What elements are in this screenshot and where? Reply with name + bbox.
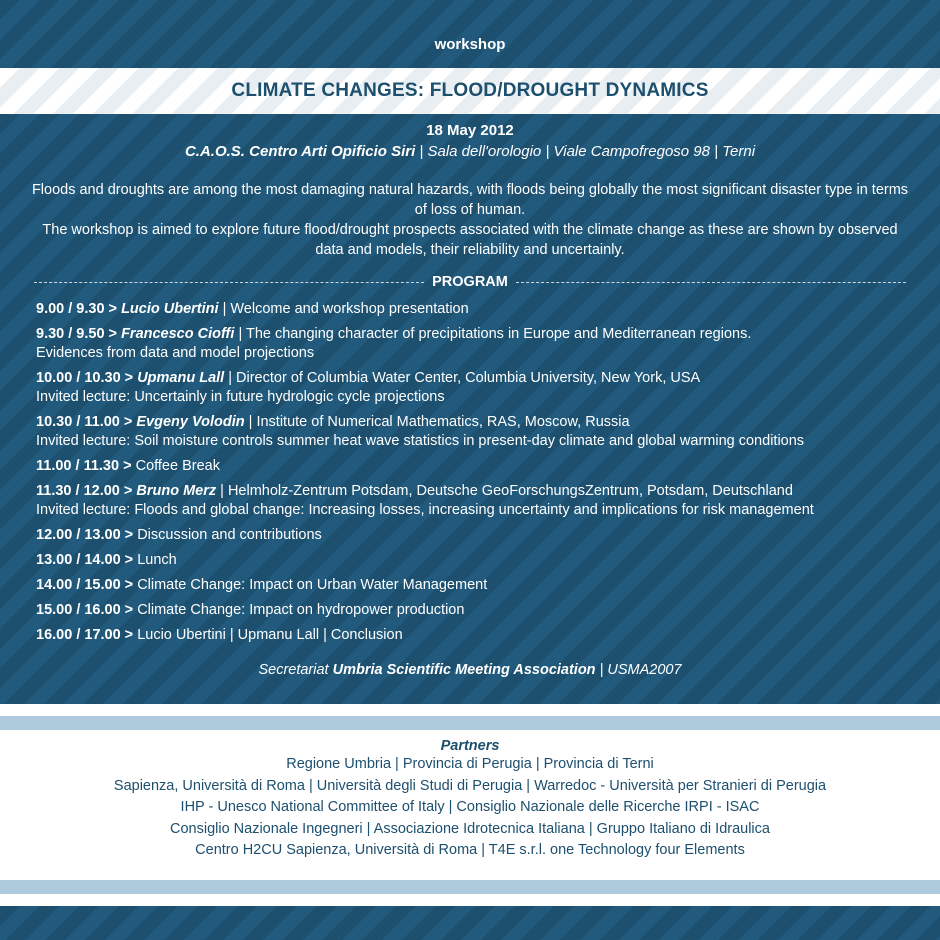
partner-line: Regione Umbria | Provincia di Perugia | Provincia di Terni: [286, 756, 654, 772]
header-stripe: [0, 0, 940, 68]
item-speaker: Francesco Cioffi: [121, 326, 235, 342]
partners-section: [0, 730, 940, 880]
item-text: Climate Change: Impact on hydropower production: [137, 602, 465, 618]
intro-paragraph-2: The workshop is aimed to explore future flood/drought prospects associated with the climate change as these are shown by observed data and models, their reliability and uncertainly.: [42, 222, 898, 258]
partner-line: Consiglio Nazionale Ingegneri | Associazione Idrotecnica Italiana | Gruppo Italiano di Idraulica: [170, 820, 770, 837]
item-text: Coffee Break: [135, 458, 220, 474]
item-time: 14.00 / 15.00 >: [36, 577, 138, 593]
program-item: [36, 576, 920, 595]
program-item: [36, 457, 920, 476]
venue-details: | Sala dell'orologio | Viale Campofregoso 98 | Terni: [415, 143, 756, 160]
item-text: | Institute of Numerical Mathematics, RAS, Moscow, Russia: [244, 414, 630, 430]
spacer: [0, 894, 940, 906]
footer-stripe: [0, 906, 940, 940]
kicker: workshop: [434, 36, 506, 53]
event-date: 18 May 2012: [426, 122, 514, 139]
item-time: 10.30 / 11.00 >: [36, 414, 137, 430]
item-text: Climate Change: Impact on Urban Water Management: [137, 577, 488, 593]
partner-line: Sapienza, Università di Roma | Università degli Studi di Perugia | Warredoc - Università per Stranieri di Perugia: [113, 777, 827, 794]
item-speaker: Lucio Ubertini: [121, 301, 219, 317]
venue-name: C.A.O.S. Centro Arti Opificio Siri: [184, 143, 416, 160]
divider-line-left: [34, 282, 424, 283]
program-item: [36, 413, 920, 451]
program-divider: [34, 274, 906, 290]
item-subtext: Invited lecture: Floods and global change: Increasing losses, increasing uncertainty and implications for risk management: [36, 502, 814, 518]
item-text: Lucio Ubertini | Upmanu Lall | Conclusion: [137, 627, 403, 643]
partner-line: Centro H2CU Sapienza, Università di Roma | T4E s.r.l. one Technology four Elements: [195, 842, 745, 858]
program-item: [36, 369, 920, 407]
item-subtext: Invited lecture: Soil moisture controls summer heat wave statistics in present-day climate and global warming conditions: [36, 433, 805, 449]
intro-text: [30, 180, 910, 260]
program-item: [36, 325, 920, 363]
secretariat-line: [0, 662, 940, 678]
item-time: 13.00 / 14.00 >: [36, 552, 138, 568]
program-item: [36, 482, 920, 520]
main-panel: [0, 114, 940, 704]
item-text: | Helmholz-Zentrum Potsdam, Deutsche GeoForschungsZentrum, Potsdam, Deutschland: [216, 483, 793, 499]
item-text: | Welcome and workshop presentation: [218, 301, 469, 317]
partner-line: IHP - Unesco National Committee of Italy | Consiglio Nazionale delle Ricerche IRPI - ISAC: [180, 799, 760, 815]
secretariat-suffix: | USMA2007: [595, 662, 682, 678]
light-band-bottom: [0, 880, 940, 894]
item-time: 12.00 / 13.00 >: [36, 527, 138, 543]
item-text: Discussion and contributions: [137, 527, 322, 543]
item-speaker: Upmanu Lall: [137, 370, 225, 386]
item-time: 10.00 / 10.30 >: [36, 370, 138, 386]
spacer: [0, 704, 940, 716]
title-bar: [0, 68, 940, 114]
item-text: | The changing character of precipitations in Europe and Mediterranean regions.: [234, 326, 752, 342]
program-list: [36, 300, 920, 651]
program-heading: PROGRAM: [432, 274, 508, 290]
item-time: 15.00 / 16.00 >: [36, 602, 138, 618]
item-text: Lunch: [137, 552, 177, 568]
light-band-top: [0, 716, 940, 730]
program-item: [36, 526, 920, 545]
secretariat-org: Umbria Scientific Meeting Association: [332, 662, 596, 678]
program-item: [36, 601, 920, 620]
program-item: [36, 626, 920, 645]
item-speaker: Evgeny Volodin: [136, 414, 245, 430]
item-text: | Director of Columbia Water Center, Columbia University, New York, USA: [224, 370, 701, 386]
item-subtext: Evidences from data and model projections: [36, 345, 315, 361]
item-time: 11.30 / 12.00 >: [36, 483, 137, 499]
divider-line-right: [516, 282, 906, 283]
program-item: [36, 300, 920, 319]
item-speaker: Bruno Merz: [136, 483, 217, 499]
program-item: [36, 551, 920, 570]
item-time: 16.00 / 17.00 >: [36, 627, 138, 643]
intro-paragraph-1: Floods and droughts are among the most damaging natural hazards, with floods being globally the most significant disaster type in terms of loss of human.: [31, 182, 909, 218]
secretariat-prefix: Secretariat: [258, 662, 333, 678]
item-time: 9.00 / 9.30 >: [36, 301, 122, 317]
item-subtext: Invited lecture: Uncertainly in future hydrologic cycle projections: [36, 389, 445, 405]
item-time: 9.30 / 9.50 >: [36, 326, 122, 342]
item-time: 11.00 / 11.30 >: [36, 458, 136, 474]
page-title: CLIMATE CHANGES: FLOOD/DROUGHT DYNAMICS: [231, 80, 709, 101]
event-venue: [0, 143, 940, 160]
partners-title: Partners: [440, 738, 500, 754]
